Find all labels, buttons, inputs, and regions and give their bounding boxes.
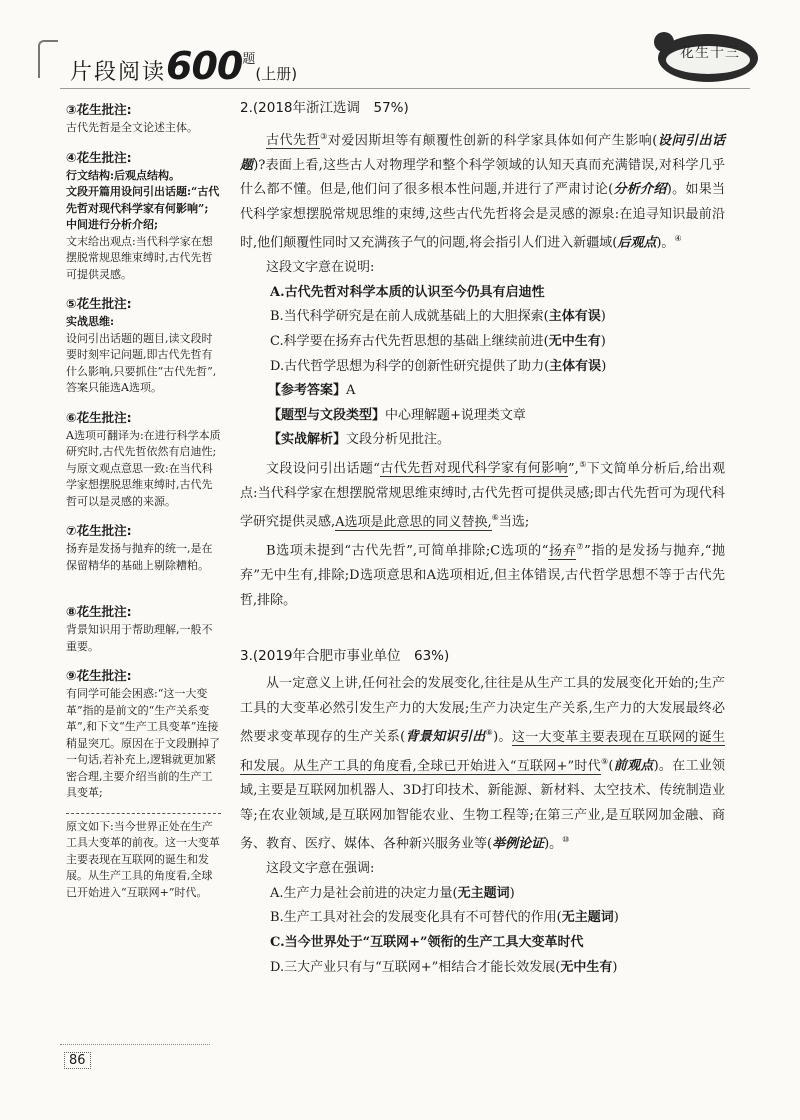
book-title-unit: 题 [242, 52, 256, 67]
annotation-title: ③花生批注: [66, 102, 132, 117]
annotation-title: ④花生批注: [66, 149, 132, 165]
type-value: 中心理解题+说理类文章 [385, 407, 526, 423]
explanation-paragraph [240, 453, 725, 535]
type-label: 【题型与文段类型】 [268, 407, 386, 423]
page-header [0, 0, 800, 90]
annotation-sidebar [66, 100, 221, 901]
option-note: 无主题词 [457, 885, 510, 901]
option-text: C.当今世界处于“互联网+”领衔的生产工具大变革时代 [270, 935, 584, 951]
original-text-box: 原文如下:当今世界正处在生产工具大变革的前夜。这一大变革主要表现在互联网的诞生和发展。从生产工具的角度看,全球已开始进入“互联网+”时代。 [66, 813, 221, 902]
question-2-option: B.当代科学研究是在前人成就基础上的大胆探索(主体有误) [270, 309, 606, 325]
book-title [70, 44, 297, 88]
annotation-title: ⑦花生批注: [66, 523, 132, 538]
question-3-stem: 这段文字意在强调: [266, 861, 375, 877]
passage-text: 对爱因斯坦等有颠覆性创新的科学家具体如何产生影响( [327, 132, 658, 148]
option-note: 无主题词 [561, 910, 614, 926]
footnote-marker: ④ [674, 234, 682, 244]
passage-text: 从一定意义上讲,任何社会的发展变化,往往是从生产工具的发展变化开始的;生产工具的大变革必然引发生产力的大发展;生产力决定生产关系,生产力的大发展最终必然要求变革现存的生产关系( [240, 676, 725, 745]
question-2-heading: 2.(2018年浙江选调 57%) [240, 100, 409, 116]
option-text: B.当代科学研究是在前人成就基础上的大胆探索( [270, 309, 549, 325]
option-text: D.古代哲学思想为科学的创新性研究提供了助力( [270, 358, 550, 374]
annotation-title: ⑧花生批注: [66, 604, 132, 619]
type-line [240, 404, 725, 429]
question-2-stem: 这段文字意在说明: [266, 260, 375, 276]
option-note: 主体有误 [548, 309, 601, 325]
explanation-text: 古代先哲对现代科学家有何影响 [379, 461, 569, 477]
annotation-note [66, 521, 221, 574]
header-rule [60, 88, 750, 89]
book-title-number: 600 [166, 44, 243, 88]
option-text: A.古代先哲对科学本质的认识至今仍具有启迪性 [270, 284, 545, 300]
annotation-line: 文末给出观点:当代科学家在想摆脱常规思维束缚时,古代先哲可提供灵感。 [66, 234, 213, 281]
footnote-marker: ⑦ [576, 542, 585, 552]
annotation-note [66, 294, 221, 397]
explanation-text: 当选; [498, 514, 530, 530]
option-note: 主体有误 [549, 358, 602, 374]
analysis-label: 【实战解析】 [268, 432, 347, 448]
question-2-option: D.古代哲学思想为科学的创新性研究提供了助力(主体有误) [270, 358, 607, 374]
inline-annotation: 前观点 [613, 758, 654, 774]
annotation-note [66, 100, 221, 137]
footnote-marker: ⑩ [562, 835, 570, 845]
passage-text: ( [608, 758, 614, 774]
footnote-marker: ⑧ [485, 728, 494, 738]
annotation-note [66, 666, 221, 802]
question-2-option [240, 281, 725, 306]
annotation-title: ⑤花生批注: [66, 296, 132, 311]
inline-annotation: 后观点 [617, 235, 657, 251]
analysis-value: 文段分析见批注。 [346, 432, 451, 448]
question-3-option: A.生产力是社会前进的决定力量(无主题词) [270, 885, 515, 901]
annotation-line: 与原文观点意思一致:在当代科学家想摆脱思维束缚时,古代先哲可以是灵感的来源。 [66, 461, 213, 508]
answer-value: A [346, 383, 356, 399]
option-text: A.生产力是社会前进的决定力量( [270, 885, 458, 901]
passage-text: 这一大变革主要表现在互联网的诞生和发展。从生产工具的角度看,全球已开始进入“互联网+”时代 [240, 729, 725, 774]
annotation-line: 设问引出话题的题目,读文段时要时刻牢记问题,即古代先哲有什么影响,只要抓住“古代先哲”,答案只能选A选项。 [66, 331, 217, 394]
answer-line [240, 379, 725, 404]
main-content [240, 96, 725, 980]
explanation-text: 文段设问引出话题“ [266, 461, 380, 477]
annotation-note [66, 148, 221, 284]
header-corner-decoration [38, 40, 58, 78]
passage-text: )。 [493, 729, 512, 745]
explanation-text: A选项是此意思的同义替换, [335, 514, 492, 530]
annotation-title: ⑨花生批注: [66, 668, 132, 683]
footnote-marker: ③ [320, 131, 328, 141]
question-3-option: D.三大产业只有与“互联网+”相结合才能长效发展(无中生有) [270, 959, 618, 975]
page-number: 86 [64, 1052, 91, 1069]
explanation-text: 扬弃 [548, 543, 577, 559]
inline-annotation: 分析介绍 [613, 182, 667, 198]
question-3-heading: 3.(2019年合肥市事业单位 63%) [240, 647, 450, 664]
option-note: 无中生有 [548, 334, 601, 349]
annotation-line: 有同学可能会困惑:“这一大变革”指的是前文的“生产关系变革”,和下文“生产工具变革”连接稍显突兀。原因在于文段删掉了一句话,若补充上,逻辑就更加紧密合理,主要介绍当前的生产工具变革; [66, 687, 220, 799]
annotation-title: ⑥花生批注: [66, 409, 132, 425]
explanation-text: ”, [568, 461, 579, 477]
passage-text: )?表面上看,这些古人对物理学和整个科学领域的认知天真而充满错误,对科学几乎什么都不懂。但是,他们问了很多根本性问题,并进行了严肃讨论( [240, 157, 725, 198]
footer-rule [60, 1044, 210, 1046]
inline-annotation: 举例论证 [492, 836, 545, 852]
annotation-line: 扬弃是发扬与抛弃的统一,是在保留精华的基础上剔除糟粕。 [66, 542, 213, 572]
explanation-text: 下文简单分析后,给出观点:当代科学家在想摆脱常规思维束缚时,古代先哲可提供灵感;即古代先哲可为现代科学研究提供灵感, [240, 461, 725, 530]
passage-text: )。 [656, 235, 675, 251]
analysis-line [240, 428, 725, 453]
passage-text: )。在工业领域,主要是互联网加机器人、3D打印技术、新能源、新材料、太空技术、传统制造业等;在农业领域,是互联网加智能农业、生物工程等;在第三产业,是互联网加金融、商务、教育、医疗、媒体、各种新兴服务业等( [240, 758, 725, 852]
inline-annotation: 背景知识引出 [405, 729, 486, 745]
question-2-option: C.科学要在扬弃古代先哲思想的基础上继续前进(无中生有) [270, 334, 606, 349]
book-volume: (上册) [255, 65, 298, 83]
passage-text: )。 [544, 836, 563, 852]
option-text: D.三大产业只有与“互联网+”相结合才能长效发展( [270, 959, 561, 975]
annotation-line: 行文结构:后观点结构。 [66, 168, 181, 182]
explanation-text: B选项未提到“古代先哲”,可简单排除;C选项的“ [266, 543, 549, 559]
option-note: 无中生有 [560, 959, 613, 975]
annotation-note [66, 602, 221, 655]
annotation-line: 中间进行分析介绍; [66, 218, 159, 231]
annotation-line: A选项可翻译为:在进行科学本质研究时,古代先哲依然有启迪性; [66, 428, 221, 458]
answer-label: 【参考答案】 [268, 383, 347, 399]
question-2-passage [240, 125, 725, 257]
annotation-note [66, 408, 221, 511]
question-3-passage [240, 672, 725, 857]
book-title-text: 片段阅读 [70, 60, 167, 85]
annotation-line: 实战思维: [66, 315, 115, 328]
annotation-line: 背景知识用于帮助理解,一般不重要。 [66, 623, 213, 653]
annotation-line: 古代先哲是全文论述主体。 [66, 121, 198, 134]
passage-text: 古代先哲 [266, 132, 321, 148]
question-3-option: B.生产工具对社会的发展变化具有不可替代的作用(无主题词) [270, 910, 619, 926]
explanation-paragraph [240, 535, 725, 613]
explanation-text: ”指的是发扬与抛弃,“抛弃”无中生有,排除;D选项意思和A选项相近,但主体错误,古代哲学思想不等于古代先哲,排除。 [240, 543, 725, 608]
footnote-marker: ⑥ [491, 513, 499, 523]
passage-text: )。如果当代科学家想摆脱常规思维的束缚,这些古代先哲将会是灵感的源泉:在追寻知识最前沿时,他们颠覆性同时又充满孩子气的问题,将会指引人们进入新疆域( [240, 182, 725, 251]
option-text: C.科学要在扬弃古代先哲思想的基础上继续前进( [270, 334, 549, 349]
footnote-marker: ⑤ [578, 459, 587, 469]
footnote-marker: ⑨ [600, 757, 609, 767]
annotation-line: 文段开篇用设问引出话题:“古代先哲对现代科学家有何影响”; [66, 185, 220, 215]
question-3-option [240, 931, 725, 956]
logo-text: 花生十三 [680, 45, 740, 61]
option-text: B.生产工具对社会的发展变化具有不可替代的作用( [270, 910, 562, 926]
inline-annotation: 设问引出话题 [240, 132, 725, 173]
